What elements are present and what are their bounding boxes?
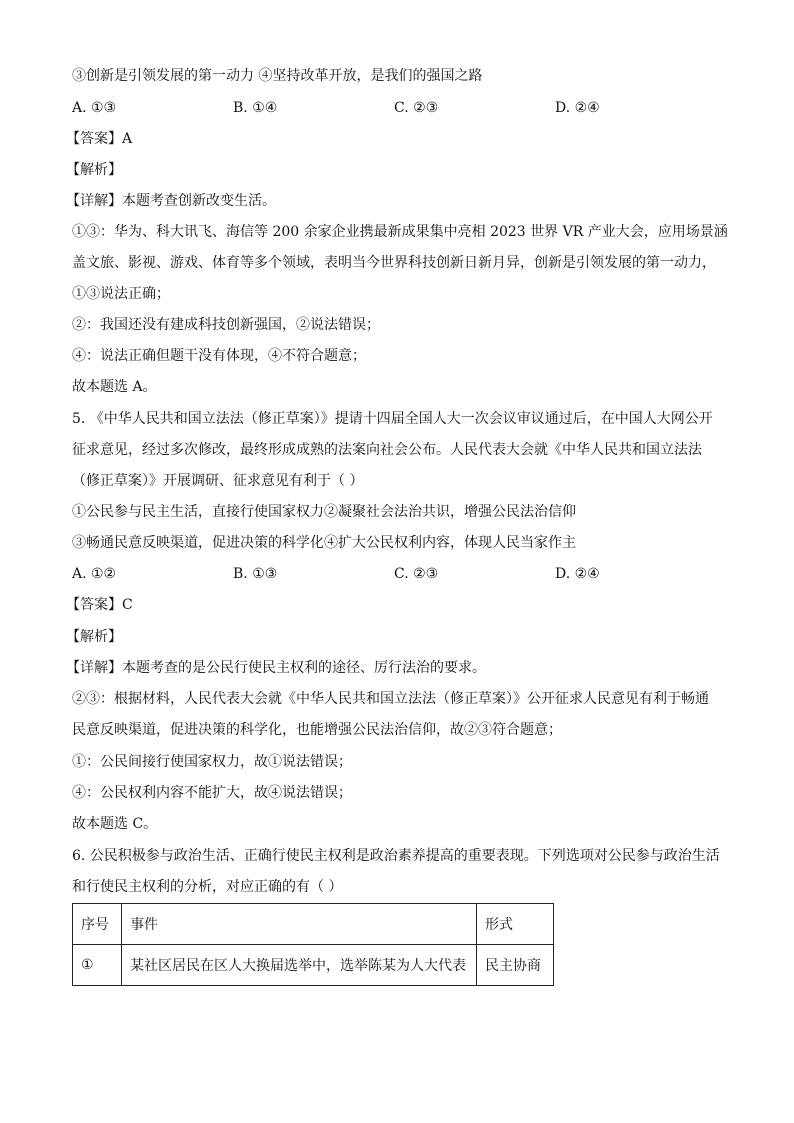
q4-answer: 【答案】A [66, 131, 133, 147]
table-header-form: 形式 [477, 904, 554, 945]
q6-events-table [72, 903, 554, 986]
q5-explanation-1b: 民意反映渠道，促进决策的科学化，也能增强公民法治信仰，故②③符合题意； [72, 722, 562, 738]
table-header-row [73, 904, 554, 945]
q6-stem-1: 6. 公民积极参与政治生活、正确行使民主权利是政治素养提高的重要表现。下列选项对公民参与政治生活 [72, 848, 720, 864]
table-header-index: 序号 [73, 904, 122, 945]
q5-statements-2: ③畅通民意反映渠道，促进决策的科学化④扩大公民权利内容，体现人民当家作主 [72, 535, 576, 551]
q4-detail: 【详解】本题考查创新改变生活。 [66, 193, 276, 209]
q4-explanation-1a: ①③：华为、科大讯飞、海信等 200 余家企业携最新成果集中亮相 2023 世界 VR 产业大会，应用场景涵 [72, 224, 728, 240]
q4-explanation-2: ②：我国还没有建成科技创新强国，②说法错误； [72, 317, 380, 333]
q5-option-c: C. ②③ [394, 566, 439, 582]
q4-conclusion: 故本题选 A。 [72, 379, 157, 395]
q4-statements-line: ③创新是引领发展的第一动力 ④坚持改革开放，是我们的强国之路 [72, 68, 483, 84]
q4-options [72, 98, 752, 118]
q5-option-a: A. ①② [72, 566, 117, 582]
q5-explanation-1a: ②③：根据材料，人民代表大会就《中华人民共和国立法法（修正草案）》公开征求人民意见有利于畅通 [72, 691, 709, 707]
table-cell-event: 某社区居民在区人大换届选举中，选举陈某为人大代表 [122, 945, 477, 986]
q4-analysis-label: 【解析】 [66, 162, 122, 178]
q5-explanation-3: ④：公民权利内容不能扩大，故④说法错误； [72, 785, 352, 801]
table-cell-form: 民主协商 [477, 945, 554, 986]
q6-stem-2: 和行使民主权利的分析，对应正确的有（ ） [72, 879, 343, 895]
q5-answer: 【答案】C [66, 597, 133, 613]
table-row [73, 945, 554, 986]
table-header-event: 事件 [122, 904, 477, 945]
q5-statements-1: ①公民参与民主生活，直接行使国家权力②凝聚社会法治共识，增强公民法治信仰 [72, 504, 576, 520]
q4-explanation-1c: ①③说法正确； [72, 286, 170, 302]
q4-option-b: B. ①④ [233, 100, 278, 116]
q5-stem-2: 征求意见，经过多次修改，最终形成成熟的法案向社会公布。人民代表大会就《中华人民共和国立法法 [72, 442, 702, 458]
q5-detail: 【详解】本题考查的是公民行使民主权利的途径、厉行法治的要求。 [66, 660, 486, 676]
q4-explanation-3: ④：说法正确但题干没有体现，④不符合题意； [72, 348, 366, 364]
q5-options [72, 564, 752, 584]
q5-stem-3: （修正草案）》开展调研、征求意见有利于（ ） [72, 473, 364, 489]
q4-option-d: D. ②④ [555, 100, 600, 116]
q5-option-b: B. ①③ [233, 566, 278, 582]
q4-explanation-1b: 盖文旅、影视、游戏、体育等多个领域，表明当今世界科技创新日新月异，创新是引领发展的第一动力， [72, 255, 716, 271]
table-cell-index: ① [73, 945, 122, 986]
q5-explanation-2: ①：公民间接行使国家权力，故①说法错误； [72, 754, 352, 770]
q5-stem-1: 5. 《中华人民共和国立法法（修正草案）》提请十四届全国人大一次会议审议通过后，在中国人大网公开 [72, 411, 713, 427]
q4-option-c: C. ②③ [394, 100, 439, 116]
q5-analysis-label: 【解析】 [66, 629, 122, 645]
q5-conclusion: 故本题选 C。 [72, 816, 158, 832]
q5-option-d: D. ②④ [555, 566, 600, 582]
q4-option-a: A. ①③ [72, 100, 117, 116]
